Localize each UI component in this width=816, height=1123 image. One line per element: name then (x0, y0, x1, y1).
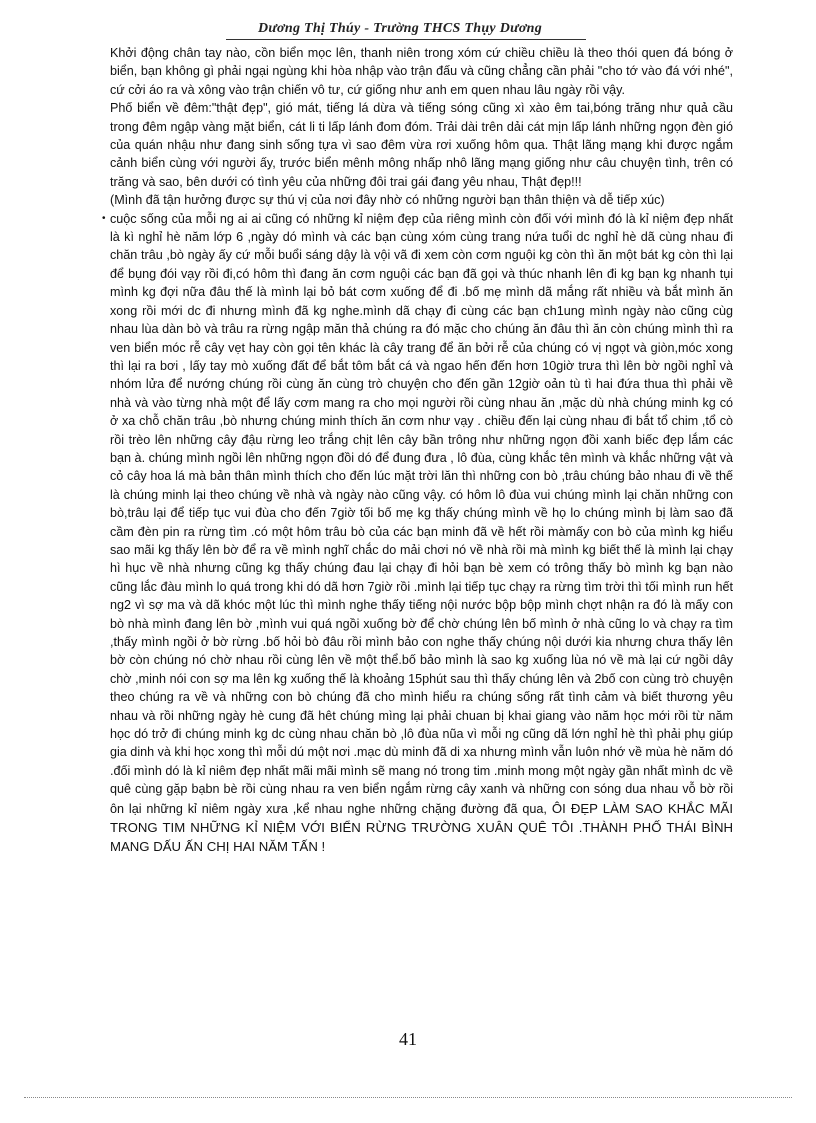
paragraph-friends-note: (Mình đã tận hưởng được sự thú vị của nơi đây nhờ có những người bạn thân thiện và dễ tiếp xúc) (110, 193, 665, 208)
memories-text: cuộc sống của mỗi ng ai ai cũng có những kỉ niệm đẹp của riêng mình còn đối với mình đó là kỉ niệm đẹp nhất là kì nghỉ hè năm lớp 6 ,ngày dó mình và các bạn cùng xóm cùng trang nứa tuổi dc nghỉ hè dã cùng nhau đi chăn trâu ,bò ngày ấy cứ mỗi buổi sáng dậy là vội vã đi xem còn cơm nguội kg còn thì ăn một bát kg còn thì lại để bụng đói vạy rồi đi,có hôm thì đang ăn cơm nguội các bạn đã gọi và thúc nhanh lên đi kg bạn kg nhanh tụi mình kg đợi nữa đâu thế là mình lại bỏ bát cơm xuống để đi .bố mẹ mình dã mắng rất nhiều và bắt mình ăn xong rồi mới dc đi nhưng mình đã kg nghe.mình dã chạy đi cùng các bạn ch1ung mình ngày nào cũng cùg nhau lùa dàn bò và trâu ra rừng ngập măn thả chúng ra đó mặc cho chúng ăn đâu thì ăn còn chúng mình thì ra ven biển móc rễ cây vẹt hay còn gọi tên khác là cây trang để ăn bởi rễ của chúng có vị ngọt và giòn,móc xong thì lại ra bơi , lấy tay mò xuống đất để bắt tôm bắt cá và ngao hến đến hơn 10giờ trưa thì lên bờ ngồi nghỉ và nhóm lửa để nướng chúng rồi cùng ăn cùng trò chuyện cho đến gần 12giờ oản tù tì hai đứa thua thì phải về nhà và vào từng nhà một để lấy cơm mang ra cho mọi người rồi cùng nhau ăn ,mặc dù nhà chúng minh kg có ở xa chỗ chăn trâu ,bò nhưng chúng minh thích ăn cơm như vạy . chiều đến lại cùng nhau đi bắt tổ chim ,tổ cò rồi trèo lên những cây đậu rừng leo trắng chịt lên cây bần trông như những ngọn đồi xanh biếc đẹp lắm các bạn à. chúng mình ngồi lên những ngọn đồi dó để đung đưa , lô đùa, cùng khắc tên mình và khắc những vật và cỏ cây hoa lá mà bản thân mình thích cho đến lúc mặt trời lăn thì những con bò ,trâu chúng bảo nhau đi về thế là chúng minh lại theo chúng về nhà và ngày nào cũng vậy. có hôm lô đùa vui chúng mình lại chăn những con bò,trâu lại để tiếp tục vui đùa cho đến 7giờ tối bố mẹ kg thấy chúng mình về họ lo chúng mình bị làm sao đã cầm đèn pin ra rừng tìm .có một hôm trâu bò của các bạn minh đã về hết rồi màmấy con bò của mình kg hiểu sao mãi kg thấy lên bờ để ra về mình nghĩ chắc do mải chơi nó về nhà rồi mà mình kg biết thế là mình lại chạy hì hục về nhà nhưng cũng kg thấy chúng đau lại chạy đi hỏi bạn bè xem có trông thấy bò mình kg bạn nào cũng lắc đàu mình lo quá trong khi dó dã hơn 7giờ rồi .mình lại tiếp tục chạy ra rừng tìm trời thì tối mình run hết ng2 vì sợ ma và dã khóc một lúc thì mình nghe thấy tiếng nội nước bộp bộp mình chợt nhận ra đó là mấy con bò nhà mình đang lên bờ ,mình vui quá ngồi xuống bờ để chờ chúng lên bố mình ở nhà cũng lo và chạy ra tìm ,thấy mình ngồi ở bờ rừng .bố hỏi bò đâu rồi mình bảo con nghe thấy chúng nội dưới kia nhưng chưa thấy lên bờ còn chúng nó chờ nhau rồi cùng lên về một thể.bố bảo mình là sao kg xuống lùa nó về mà lại cứ ngồi dây chờ ,minh nói con sợ ma lên kg xuống thế là khoảng 15phút sau thì thấy chúng lên và 2bố con cùng trò chuyện theo chúng ra về và những con bò chúng đã cho mình hiểu ra chúng sống rất tình cảm và biết thương yêu nhau và rồi những ngày hè cung đã hêt chúng mìng lại phải chuan bị khai giang vào năm học mới rồi từ năm học dó trở đi chúng minh kg dc cùng nhau chăn bò ,lô đùa nũa vì mỗi ng cũng dã lớn nghỉ hè thì phải phụ giúp gia dinh và khi học xong thì mỗi dú một nơi .mạc dù minh đã di xa nhưng mình vẫn luôn nhớ về mùa hè năm dó .đối mình dó là kỉ niêm đẹp nhất mãi mãi mình sẽ mang nó trong tim .minh mong một ngày gần nhất mình dc về quê cùng gặp bạbn bè rồi cùng nhau ra ven biển ngắm rừng cây xanh và những con sóng dua nhau vỗ bờ rồi ôn lại những kỉ niêm ngày xưa ,kể nhau nghe những chặng đường đã qua, (110, 211, 733, 816)
paragraph-memories (89, 210, 733, 857)
page-number: 41 (399, 1029, 417, 1049)
paragraph-soccer: Khởi động chân tay nào, cồn biển mọc lên, thanh niên trong xóm cứ chiều chiều là theo thói quen đá bóng ở biển, bạn không gì phải ngại ngùng khi hòa nhập vào trận đấu và cũng chẳng cần phải "cho tớ vào đá với nhé", cứ cởi áo ra và xông vào trận chiến vô tư, cứ giống như anh em quen nhau lâu ngày rồi vậy. (110, 46, 733, 97)
page-header: Dương Thị Thúy - Trường THCS Thụy Dương (257, 21, 543, 36)
bullet-icon: • (102, 212, 106, 224)
header-underline (226, 39, 586, 40)
document-body (89, 44, 733, 857)
footer-dotted-rule (24, 1097, 792, 1098)
closing-caps-text: ÔI ĐẸP LÀM SAO KHẮC MÃI TRONG TIM NHỮNG KỈ NIỆM VỚI BIỂN RỪNG TRƯỜNG XUÂN QUÊ TÔI .THÀNH PHỐ THÁI BÌNH MANG DẤU ẤN CHỊ HAI NĂM TẤN ! (110, 800, 734, 855)
paragraph-night-beach: Phố biển về đêm:"thật đẹp", gió mát, tiếng lá dừa và tiếng sóng cũng xì xào êm tai,bóng trăng như quả cầu trong đêm ngập vàng mặt biển, cát li ti lấp lánh đom đóm. Trải dài trên dải cát mịn lấp lánh những ngọn đèn gió của quán nhậu như đang sinh sống tựa vì sao đêm vừa rơi xuống hôm qua. Thật lãng mạng khi được ngắm cảnh biển cùng với người ấy, trước biển mênh mông nhấp nhô lãng mạng giống như câu chuyện tình, trên có trăng và sao, bên dưới có tình yêu của những đôi trai gái đang yêu nhau, Thật đẹp!!! (110, 101, 733, 189)
